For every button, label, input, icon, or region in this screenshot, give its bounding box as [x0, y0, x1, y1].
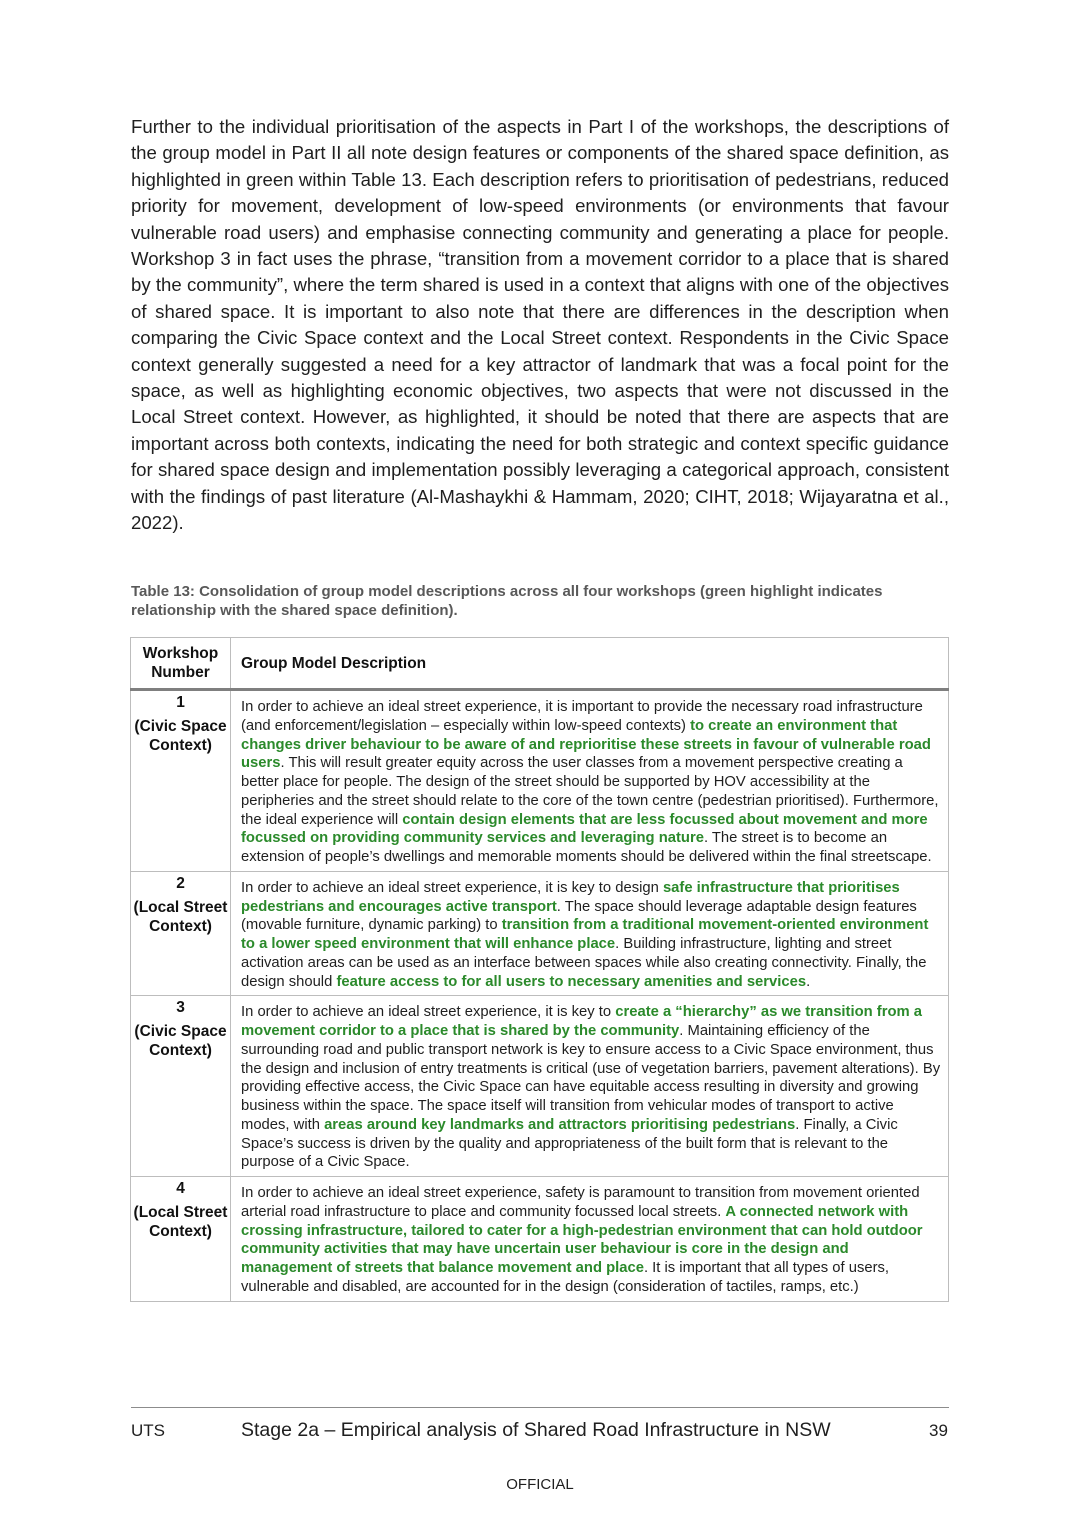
- workshop-cell: [131, 1177, 231, 1302]
- table-row: [131, 871, 949, 996]
- description-cell: [231, 1177, 949, 1302]
- workshop-number: 2: [176, 874, 185, 892]
- workshop-number: 3: [176, 999, 185, 1017]
- description-text: .: [806, 973, 811, 990]
- description-text: . Finally, a Civic Space’s success is driven by the quality and appropriateness of the built form that is relevant to the purpose of a Civic Space.: [241, 1116, 898, 1171]
- description-text: In order to achieve an ideal street experience, safety is paramount to transition from movement oriented arterial road infrastructure to place and community focussed local streets.: [241, 1185, 920, 1220]
- description-cell: [231, 871, 949, 996]
- footer-divider: [131, 1407, 949, 1408]
- workshop-cell: [131, 996, 231, 1177]
- workshop-number: 4: [176, 1180, 185, 1197]
- security-classification: OFFICIAL: [506, 1476, 574, 1493]
- table-caption: Table 13: Consolidation of group model descriptions across all four workshops (green highlight indicates relationship with the shared space definition).: [131, 583, 883, 619]
- description-text: . It is important that all types of users, vulnerable and disabled, are accounted for in the design (consideration of tactiles, ramps, etc.): [241, 1260, 890, 1295]
- group-model-table: [130, 637, 949, 1302]
- description-text: . The street is to become an extension of people’s dwellings and memorable moments should be delivered within the final streetscape.: [241, 830, 932, 865]
- description-text: . Building infrastructure, lighting and street activation areas can be used as an interface between spaces while also creating connectivity. Finally, the design should: [241, 936, 927, 990]
- header-group-model-description: Group Model Description: [231, 638, 949, 690]
- workshop-cell: [131, 871, 231, 996]
- description-text: . Maintaining efficiency of the surrounding road and public transport network is key to ensure access to a Civic Space environment, thus the design and inclusion of entry treatments is critical (use of vegetation barriers, pavement alterations). By providing effective access, the Civic Space can have equitable access resulting in diversity and growing business within the space. The space itself will transition from vehicular modes of transport to active modes, with: [241, 1023, 941, 1133]
- table-header-row: [131, 638, 949, 690]
- workshop-context: (Local Street Context): [133, 1204, 228, 1240]
- description-text: In order to achieve an ideal street experience, it is key to design: [241, 879, 663, 896]
- highlighted-text: create a “hierarchy” as we transition from a movement corridor to a place that is shared by the community: [241, 1004, 922, 1039]
- workshop-context: (Local Street Context): [133, 898, 228, 935]
- workshop-number: 1: [176, 694, 185, 711]
- description-cell: [231, 690, 949, 872]
- highlighted-text: A connected network with crossing infrastructure, tailored to cater for a high-pedestrian environment that can hold outdoor community activities that may have uncertain user behaviour is core in the design and management of streets that balance movement and place: [241, 1203, 923, 1276]
- footer-document-title: Stage 2a – Empirical analysis of Shared Road Infrastructure in NSW: [241, 1419, 831, 1441]
- workshop-cell: [131, 690, 231, 872]
- header-workshop-number: Workshop Number: [131, 638, 231, 690]
- description-text: . The space should leverage adaptable design features (movable furniture, dynamic parking) to: [241, 898, 917, 934]
- highlighted-text: contain design elements that are less focussed about movement and more focussed on providing community services and leveraging nature: [241, 811, 928, 847]
- workshop-context: (Civic Space Context): [134, 718, 227, 754]
- description-text: In order to achieve an ideal street experience, it is important to provide the necessary road infrastructure (and enforcement/legislation – especially within low-speed contexts): [241, 699, 923, 734]
- table-row: [131, 996, 949, 1177]
- highlighted-text: feature access to for all users to necessary amenities and services: [336, 973, 807, 990]
- footer-organization: UTS: [131, 1421, 165, 1440]
- table-row: [131, 690, 949, 872]
- page-number: 39: [929, 1421, 948, 1440]
- description-cell: [231, 996, 949, 1177]
- highlighted-text: safe infrastructure that prioritises pedestrians and encourages active transport: [241, 879, 900, 915]
- highlighted-text: areas around key landmarks and attractors prioritising pedestrians: [324, 1116, 796, 1133]
- highlighted-text: to create an environment that changes driver behaviour to be aware of and reprioritise these streets in favour of vulnerable road users: [241, 717, 931, 772]
- table-row: [131, 1177, 949, 1302]
- body-paragraph: Further to the individual prioritisation of the aspects in Part I of the workshops, the descriptions of the group model in Part II all note design features or components of the shared space definition, as highlighted in green within Table 13. Each description refers to prioritisation of pedestrians, reduced priority for movement, development of low-speed environments (or environments that favour vulnerable road users) and emphasise connecting community and generating a place for people. Workshop 3 in fact uses the phrase, “transition from a movement corridor to a place that is shared by the community”, where the term shared is used in a context that aligns with one of the objectives of shared space. It is important to also note that there are differences in the description when comparing the Civic Space context and the Local Street context. Respondents in the Civic Space context generally suggested a need for a key attractor of landmark that was a focal point for the space, as well as highlighting economic objectives, two aspects that were not discussed in the Local Street context. However, as highlighted, it should be noted that there are aspects that are important across both contexts, indicating the need for both strategic and context specific guidance for shared space design and implementation possibly leveraging a categorical approach, consistent with the findings of past literature (Al-Mashaykhi & Hammam, 2020; CIHT, 2018; Wijayaratna et al., 2022).: [131, 116, 949, 534]
- description-text: In order to achieve an ideal street experience, it is key to: [241, 1004, 616, 1021]
- workshop-context: (Civic Space Context): [134, 1023, 227, 1060]
- description-text: . This will result greater equity across the user classes from a movement perspective creating a better place for people. The design of the street should be supported by HOV accessibility at the peripheries and the street should relate to the core of the town centre (pedestrian prioritised). Furthermore, the ideal experience will: [241, 755, 939, 828]
- highlighted-text: transition from a traditional movement-oriented environment to a lower speed environment that will enhance place: [241, 917, 929, 952]
